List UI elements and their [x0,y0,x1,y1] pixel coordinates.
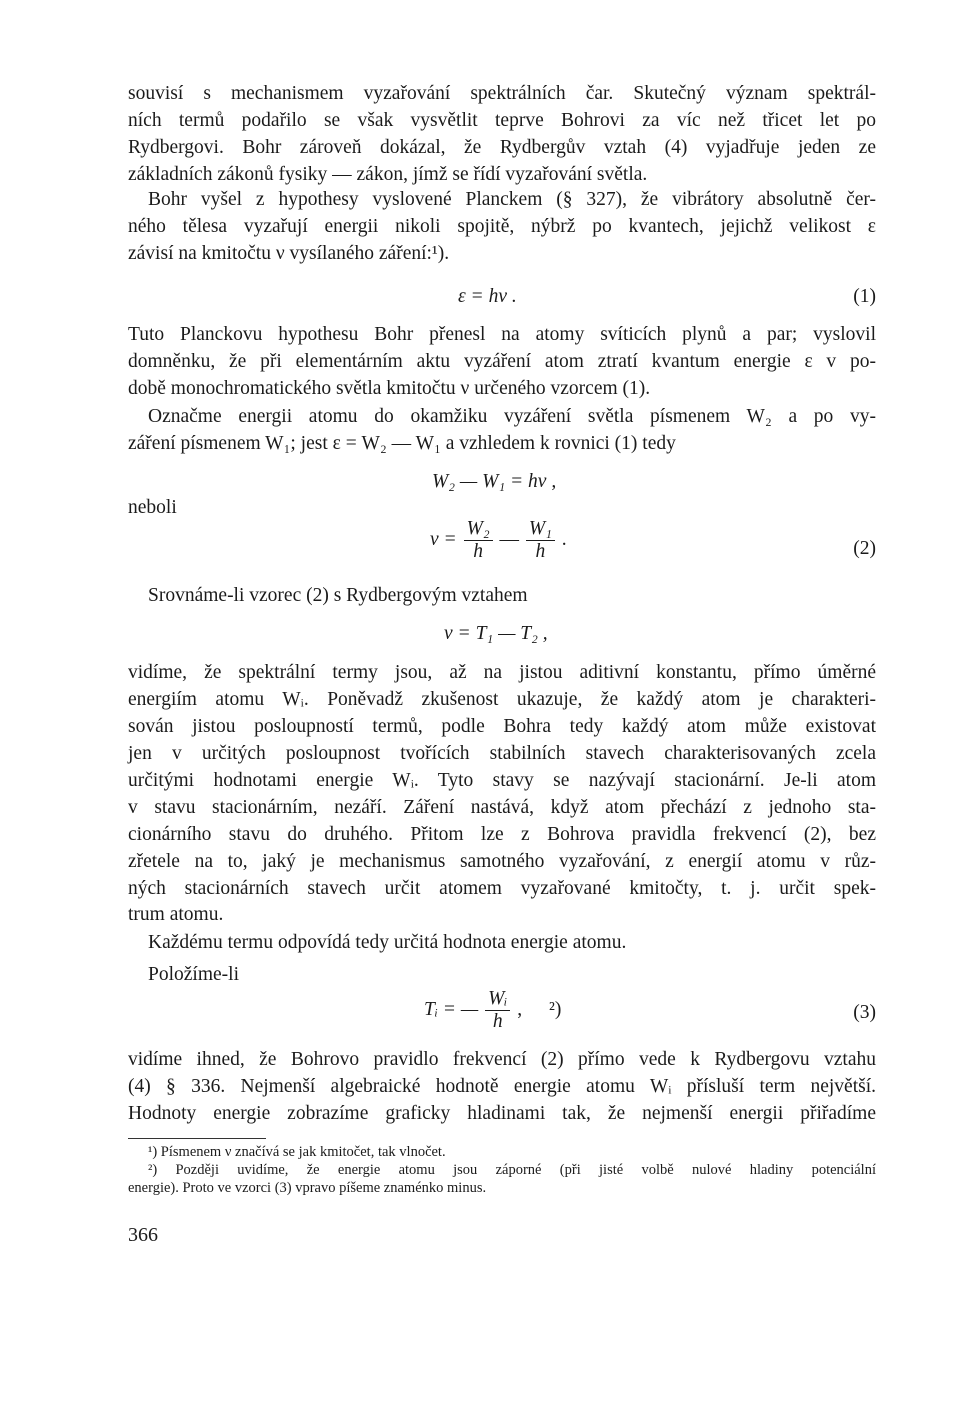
text-line: cionárního stavu do druhého. Přitom lze z Bohrova pravidla frekvencí (2), bez [128,824,876,845]
period: . [561,528,567,550]
fraction-denominator: h [492,1011,503,1032]
text-line: v stavu stacionárním, nezáří. Záření nastává, když atom přechází z jednoho sta- [128,797,876,818]
text-line: jen v určitých posloupnost tvořících stabilních stavech charakterisovaných zcela [128,743,876,764]
text-line: ných stacionárních stavech určit atomem vyzařované kmitočty, t. j. určit spek- [128,878,876,899]
page-number: 366 [128,1224,158,1246]
text-line: Srovnáme-li vzorec (2) s Rydbergovým vztahem [148,585,528,606]
text-line: vidíme, že spektrální termy jsou, až na jistou aditivní konstantu, přímo úměrné [128,662,876,683]
text-line: domněnku, že při elementárním aktu vyzáření atom ztratí kvantum energie ε v po- [128,351,876,372]
fraction [464,518,493,563]
text-line: Bohr vyšel z hypothesy vyslovené Planckem (§ 327), že vibrátory absolutně čer- [148,189,876,210]
text-line: Hodnoty energie zobrazíme graficky hladinami tak, že nejmenší energii přiřadíme [128,1103,876,1124]
minus-sign: — [499,528,519,550]
footnote-mark: ²) [549,998,562,1020]
text-line: Tuto Planckovu hypothesu Bohr přenesl na atomy svíticích plynů a par; vyslovil [128,324,876,345]
equation-number: (1) [853,286,876,307]
comma: , [517,998,523,1020]
fraction-numerator: Wᵢ [485,988,510,1011]
equation-lhs: Tᵢ = — [424,998,479,1020]
fraction-denominator: h [473,541,483,562]
text-line: závisí na kmitočtu ν vysílaného záření:¹). [128,243,450,264]
word-neboli: neboli [128,497,177,518]
fraction-denominator: h [535,541,546,562]
fraction-numerator: W₂ [464,518,493,541]
equation-number: (3) [853,1002,876,1023]
text-line: určitými hodnotami energie Wᵢ. Tyto stavy se nazývají stacionární. Je-li atom [128,770,876,791]
equation-rydberg: ν = T₁ — T₂ , [444,623,548,644]
footnote-rule [128,1138,266,1139]
text-line: energiím atomu Wᵢ. Poněvadž zkušenost ukazuje, že každý atom je charakteri- [128,689,876,710]
text-line: vidíme ihned, že Bohrovo pravidlo frekvencí (2) přímo vede k Rydbergovu vztahu [128,1049,876,1070]
fraction [485,988,510,1033]
equation-lhs: ν = [430,528,457,550]
footnote: ²) Později uvidíme, že energie atomu jsou záporné (při jisté volbě nulové hladiny potenciální [148,1162,876,1178]
text-line: době monochromatického světla kmitočtu ν určeného vzorcem (1). [128,378,651,399]
equation-energy-difference: W₂ — W₁ = hν , [432,471,557,492]
text-line: záření písmenem W₁; jest ε = W₂ — W₁ a vzhledem k rovnici (1) tedy [128,433,676,454]
footnote: ¹) Písmenem ν značívá se jak kmitočet, tak vlnočet. [148,1144,446,1160]
text-line: Položíme-li [148,964,239,985]
text-line: souvisí s mechanismem vyzařování spektrálních čar. Skutečný význam spektrál- [128,83,876,104]
text-line: ních termů podařilo se však vysvětlit teprve Bohrovi za víc než třicet let po [128,110,876,131]
text-line: Každému termu odpovídá tedy určitá hodnota energie atomu. [148,932,627,953]
footnote: energie). Proto ve vzorci (3) vpravo píšeme znaménko minus. [128,1180,487,1196]
text-line: zřetele na to, jaký je mechanismus samotného vyzařování, z energií atomu v růz- [128,851,876,872]
equation-2 [430,518,567,563]
text-line: základních zákonů fysiky — zákon, jímž se řídí vyzařování světla. [128,164,648,185]
equation-number: (2) [853,538,876,559]
fraction [526,518,555,563]
equation-3 [424,988,561,1033]
text-line: trum atomu. [128,904,224,925]
equation-1: ε = hν . [458,286,517,307]
text-line: Označme energii atomu do okamžiku vyzáření světla písmenem W₂ a po vy- [148,406,876,427]
text-line: (4) § 336. Nejmenší algebraické hodnotě energie atomu Wᵢ přísluší term největší. [128,1076,876,1097]
text-line: Rydbergovi. Bohr zároveň dokázal, že Rydbergův vztah (4) vyjadřuje jeden ze [128,137,876,158]
fraction-numerator: W₁ [526,518,555,541]
text-line: ného tělesa vyzařují energii nikoli spojitě, nýbrž po kvantech, jejichž velikost ε [128,216,876,237]
text-line: sován jistou posloupností termů, podle Bohra tedy každý atom může existovat [128,716,876,737]
